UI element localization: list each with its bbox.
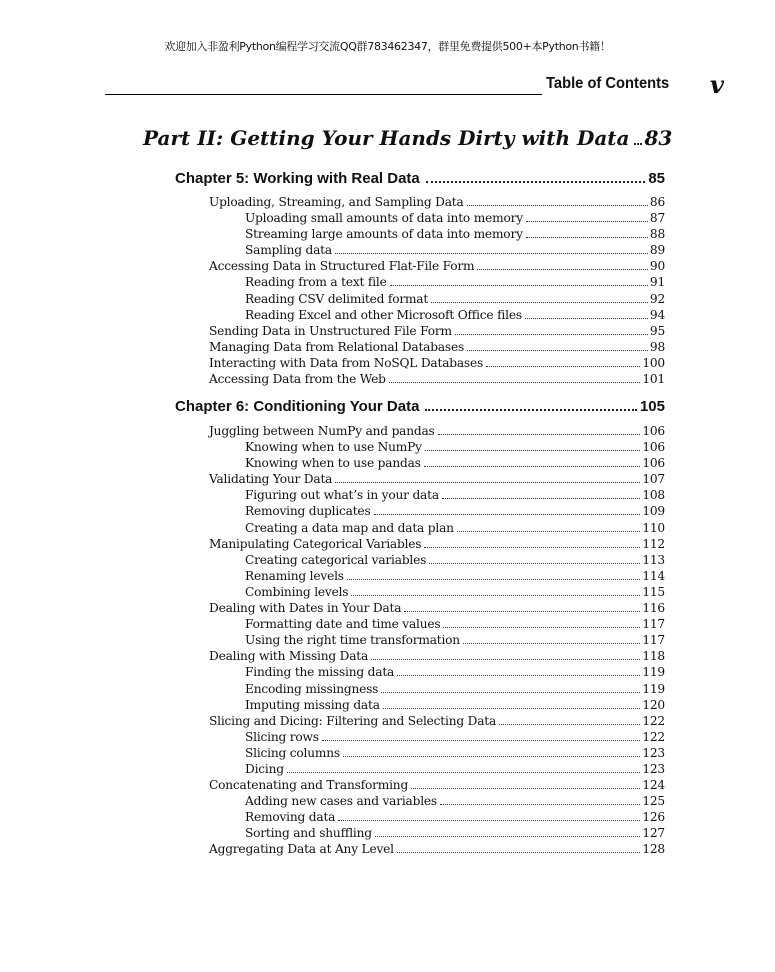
toc-subentry[interactable] [209, 793, 665, 809]
entry-page: 98 [649, 339, 665, 354]
entry-title: Imputing missing data [245, 697, 380, 712]
dot-leader [425, 450, 641, 451]
toc-subentry[interactable] [209, 307, 665, 323]
entry-page: 117 [642, 633, 665, 648]
dot-leader [467, 205, 648, 206]
toc-entry[interactable] [209, 600, 665, 616]
entry-title: Knowing when to use NumPy [245, 440, 422, 455]
part-page: 83 [644, 126, 673, 150]
entry-title: Uploading small amounts of data into memory [245, 211, 523, 226]
toc-entry[interactable] [209, 339, 665, 355]
entry-page: 124 [642, 778, 665, 793]
entry-page: 114 [642, 568, 665, 583]
entry-page: 109 [642, 504, 665, 519]
entry-page: 122 [642, 713, 665, 728]
toc-entry[interactable] [209, 777, 665, 793]
entry-title: Sorting and shuffling [245, 826, 372, 841]
entry-page: 122 [642, 729, 665, 744]
dot-leader [525, 318, 648, 319]
dot-leader [397, 675, 640, 676]
chapter-title: Chapter 6: Conditioning Your Data [175, 398, 420, 415]
toc-subentry[interactable] [209, 697, 665, 713]
entry-page: 116 [642, 601, 665, 616]
entry-page: 88 [649, 227, 665, 242]
dot-leader [438, 434, 641, 435]
entry-title: Figuring out what’s in your data [245, 488, 439, 503]
part-heading[interactable] [143, 126, 673, 150]
entry-page: 108 [642, 488, 665, 503]
entry-page: 89 [649, 243, 665, 258]
dot-leader [442, 498, 640, 499]
entry-page: 126 [642, 810, 665, 825]
toc-subentry[interactable] [209, 503, 665, 519]
entry-page: 101 [642, 372, 665, 387]
entry-page: 115 [642, 584, 665, 599]
dot-leader [389, 382, 641, 383]
entry-title: Interacting with Data from NoSQL Databases [209, 355, 484, 370]
dot-leader [463, 643, 640, 644]
entry-title: Creating a data map and data plan [245, 520, 454, 535]
toc-entry[interactable] [209, 371, 665, 387]
toc-entry[interactable] [209, 471, 665, 487]
chapter-6-entries [209, 423, 665, 858]
entry-page: 90 [649, 259, 665, 274]
dot-leader [424, 547, 640, 548]
entry-title: Dicing [245, 761, 284, 776]
dot-leader [411, 788, 640, 789]
toc-subentry[interactable] [209, 632, 665, 648]
toc-subentry[interactable] [209, 291, 665, 307]
entry-title: Accessing Data from the Web [209, 372, 386, 387]
promo-banner: 欢迎加入非盈利Python编程学习交流QQ群783462347，群里免费提供500+本Python书籍！ [164, 40, 611, 53]
dot-leader [335, 482, 640, 483]
entry-page: 120 [642, 697, 665, 712]
entry-page: 119 [642, 681, 665, 696]
entry-title: Slicing columns [245, 745, 340, 760]
toc-entry[interactable] [209, 258, 665, 274]
toc-entry[interactable] [209, 648, 665, 664]
dot-leader [287, 772, 640, 773]
chapter-heading-5[interactable] [175, 170, 665, 187]
entry-title: Finding the missing data [245, 665, 395, 680]
entry-page: 128 [642, 842, 665, 857]
chapter-title: Chapter 5: Working with Real Data [175, 170, 420, 187]
toc-entry[interactable] [209, 323, 665, 339]
toc-subentry[interactable] [209, 616, 665, 632]
entry-title: Juggling between NumPy and pandas [209, 424, 435, 438]
toc-subentry[interactable] [209, 761, 665, 777]
chapter-page: 85 [648, 170, 665, 187]
toc-subentry[interactable] [209, 809, 665, 825]
dot-leader [431, 302, 648, 303]
entry-title: Renaming levels [245, 568, 344, 583]
entry-page: 106 [642, 424, 665, 438]
entry-page: 117 [642, 617, 665, 632]
toc-subentry[interactable] [209, 745, 665, 761]
entry-page: 110 [642, 520, 665, 535]
dot-leader [429, 563, 640, 564]
dot-leader [390, 285, 648, 286]
chapter-page: 105 [639, 398, 665, 415]
entry-title: Sending Data in Unstructured File Form [209, 323, 452, 338]
dot-leader [455, 334, 648, 335]
entry-page: 87 [649, 211, 665, 226]
dot-leader [347, 579, 640, 580]
toc-entry[interactable] [209, 194, 665, 210]
dot-leader [383, 708, 641, 709]
entry-title: Slicing rows [245, 729, 319, 744]
entry-page: 118 [642, 649, 665, 664]
dot-leader [467, 350, 648, 351]
toc-subentry[interactable] [209, 210, 665, 226]
entry-title: Knowing when to use pandas [245, 456, 421, 471]
entry-title: Adding new cases and variables [245, 794, 437, 809]
entry-title: Managing Data from Relational Databases [209, 339, 465, 354]
entry-page: 113 [642, 552, 665, 567]
entry-title: Combining levels [245, 584, 349, 599]
entry-page: 94 [649, 307, 665, 322]
toc-entry[interactable] [209, 841, 665, 857]
entry-page: 106 [642, 440, 665, 455]
entry-page: 100 [642, 355, 665, 370]
toc-subentry[interactable] [209, 226, 665, 242]
entry-title: Dealing with Dates in Your Data [209, 601, 402, 616]
toc-subentry[interactable] [209, 242, 665, 258]
entry-title: Reading from a text file [245, 275, 387, 290]
entry-title: Streaming large amounts of data into memory [245, 227, 523, 242]
dot-leader [526, 221, 648, 222]
toc-subentry[interactable] [209, 520, 665, 536]
toc-entry[interactable] [209, 423, 665, 439]
entry-page: 119 [642, 665, 665, 680]
entry-title: Formatting date and time values [245, 617, 441, 632]
entry-title: Slicing and Dicing: Filtering and Selecting Data [209, 713, 497, 728]
dot-leader [397, 852, 640, 853]
dot-leader [486, 366, 640, 367]
entry-title: Validating Your Data [209, 472, 333, 487]
dot-leader [335, 253, 648, 254]
entry-title: Accessing Data in Structured Flat-File Form [209, 259, 475, 274]
dot-leader [425, 409, 637, 411]
entry-page: 125 [642, 794, 665, 809]
toc-subentry[interactable] [209, 664, 665, 680]
toc-subentry[interactable] [209, 681, 665, 697]
header-rule [105, 94, 542, 95]
dot-leader [457, 531, 641, 532]
entry-page: 92 [649, 291, 665, 306]
entry-title: Aggregating Data at Any Level [209, 842, 394, 857]
dot-leader [634, 143, 642, 145]
entry-page: 127 [642, 826, 665, 841]
dot-leader [381, 692, 640, 693]
toc-subentry[interactable] [209, 568, 665, 584]
dot-leader [338, 820, 640, 821]
dot-leader [477, 269, 648, 270]
dot-leader [424, 466, 641, 467]
dot-leader [374, 514, 641, 515]
entry-title: Reading Excel and other Microsoft Office files [245, 307, 522, 322]
toc-entry[interactable] [209, 355, 665, 371]
entry-page: 91 [649, 275, 665, 290]
entry-page: 123 [642, 761, 665, 776]
dot-leader [343, 756, 640, 757]
toc-subentry[interactable] [209, 825, 665, 841]
dot-leader [371, 659, 640, 660]
dot-leader [440, 804, 640, 805]
dot-leader [426, 181, 646, 183]
entry-title: Removing duplicates [245, 504, 371, 519]
entry-title: Removing data [245, 810, 336, 825]
entry-page: 106 [642, 456, 665, 471]
entry-title: Creating categorical variables [245, 552, 427, 567]
entry-title: Concatenating and Transforming [209, 778, 409, 793]
entry-title: Encoding missingness [245, 681, 379, 696]
chapter-heading-6[interactable] [175, 398, 665, 415]
running-header-title: Table of Contents [546, 75, 670, 92]
entry-title: Using the right time transformation [245, 633, 460, 648]
toc-subentry[interactable] [209, 729, 665, 745]
dot-leader [322, 740, 640, 741]
part-title: Part II: Getting Your Hands Dirty with Data [143, 126, 630, 150]
entry-title: Sampling data [245, 243, 332, 258]
toc-subentry[interactable] [209, 439, 665, 455]
chapter-5-entries [209, 194, 665, 387]
dot-leader [499, 724, 640, 725]
page-number: v [710, 70, 724, 99]
toc-subentry[interactable] [209, 552, 665, 568]
entry-page: 86 [649, 195, 665, 209]
entry-page: 107 [642, 472, 665, 487]
entry-title: Reading CSV delimited format [245, 291, 429, 306]
entry-title: Uploading, Streaming, and Sampling Data [209, 195, 464, 209]
entry-page: 95 [649, 323, 665, 338]
toc-subentry[interactable] [209, 584, 665, 600]
dot-leader [351, 595, 640, 596]
dot-leader [443, 627, 640, 628]
dot-leader [526, 237, 648, 238]
toc-subentry[interactable] [209, 487, 665, 503]
toc-entry[interactable] [209, 536, 665, 552]
entry-page: 123 [642, 745, 665, 760]
entry-page: 112 [642, 536, 665, 551]
toc-entry[interactable] [209, 713, 665, 729]
entry-title: Manipulating Categorical Variables [209, 536, 422, 551]
toc-subentry[interactable] [209, 274, 665, 290]
toc-subentry[interactable] [209, 455, 665, 471]
dot-leader [375, 836, 640, 837]
dot-leader [404, 611, 640, 612]
entry-title: Dealing with Missing Data [209, 649, 369, 664]
